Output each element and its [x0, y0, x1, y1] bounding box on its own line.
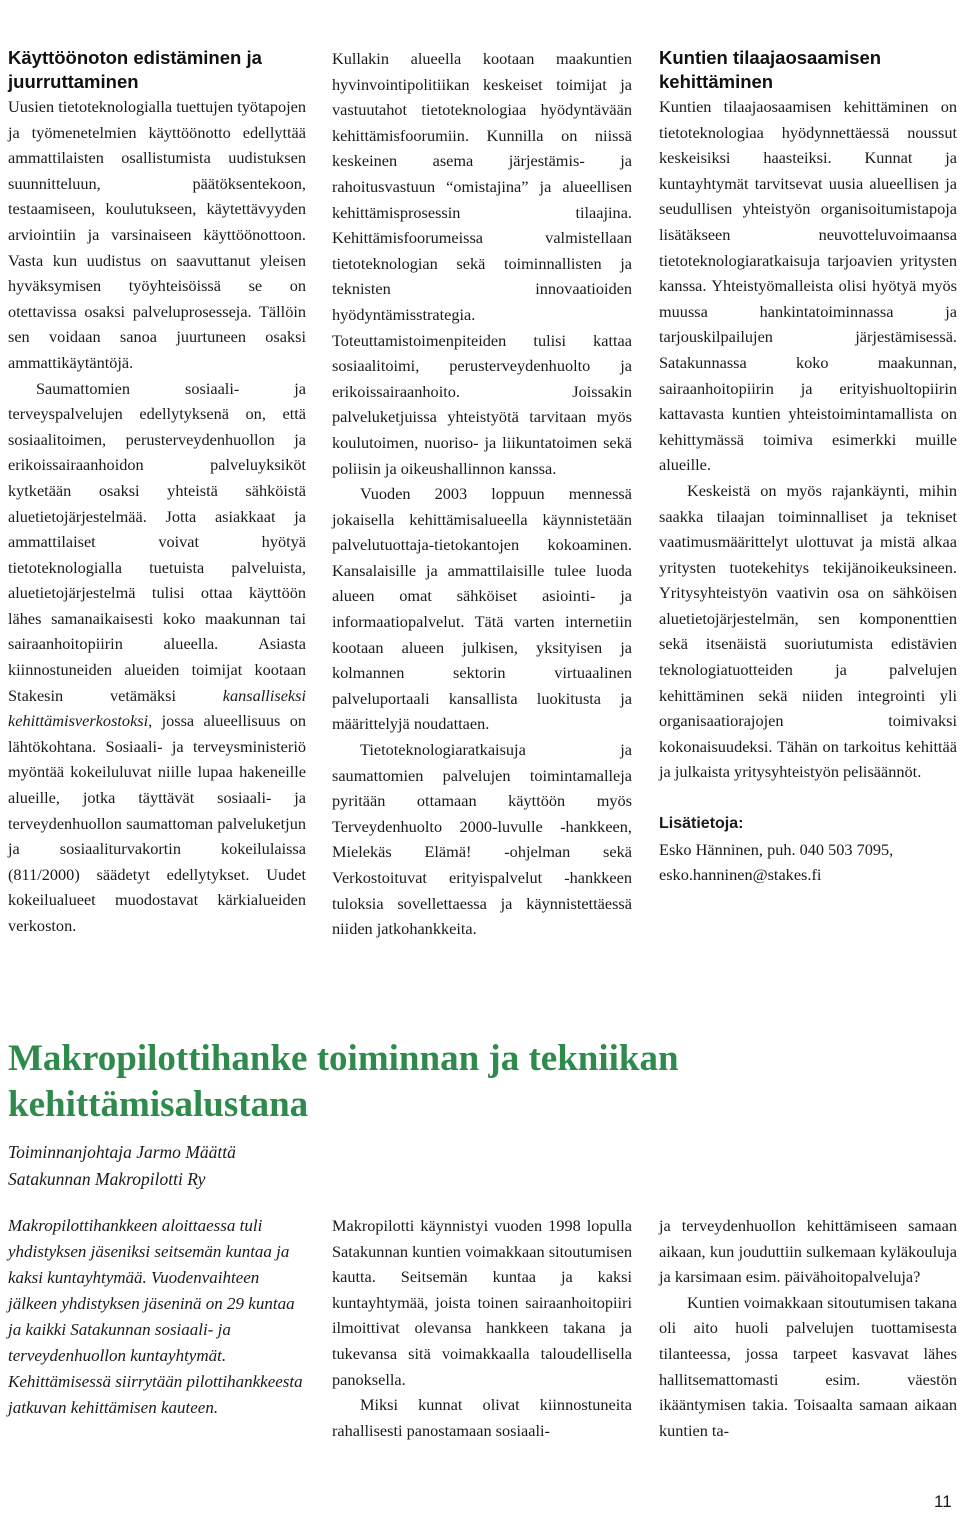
article-column-2	[332, 1213, 632, 1443]
column-3	[659, 46, 957, 888]
byline	[8, 1139, 508, 1193]
byline-author: Toiminnanjohtaja Jarmo Määttä	[8, 1142, 236, 1162]
paragraph: Uusien tietoteknologialla tuettujen työtapojen ja työmenetelmien käyttöönotto edellyttää ammattilaisten osallistumista uudistuksen suunnitteluun, päätöksentekoon, testaamiseen, koulutukseen, käytettävyyden arviointiin ja varsinaiseen käyttöönottoon. Vasta kun uudistus on saavuttanut yleisen hyväksymisen työyhteisöissä se on otettavissa osaksi palveluprosesseja. Tällöin sen voidaan sanoa juurtuneen osaksi ammattikäytäntöjä.	[8, 97, 306, 372]
paragraph: Miksi kunnat olivat kiinnostuneita rahallisesti panostamaan sosiaali-	[332, 1395, 632, 1440]
lead-column	[8, 1213, 304, 1421]
article-title: Makropilottihanke toiminnan ja tekniikan kehittämisalustana	[8, 1038, 679, 1125]
emphasis: kansalliseksi kehittämisverkostoksi,	[8, 685, 306, 731]
text: jossa alueellisuus on lähtökohtana. Sosiaali- ja terveysministeriö myöntää kokeiluluvat niille lupaa hakeneille alueille, jotka täyttävät sosiaali- ja terveydenhuollon saumattoman palveluketjun ja sosiaaliturvakortin kokeilulaissa (811/2000) säädetyt edellytykset. Uudet kokeilualueet muodostavat kärkialueiden verkoston.	[8, 711, 306, 935]
article-column-3	[659, 1213, 957, 1443]
column-2	[332, 46, 632, 942]
section-heading-procurement: Kuntien tilaajaosaamisen kehittäminen	[659, 47, 882, 92]
paragraph: ja terveydenhuollon kehittämiseen samaan aikaan, kun jouduttiin sulkemaan kyläkouluja ja karsimaan esim. päivähoitopalveluja?	[659, 1216, 957, 1287]
paragraph: Makropilotti käynnistyi vuoden 1998 lopulla Satakunnan kuntien voimakkaan sitoutumisen kautta. Seitsemän kuntaa ja kaksi kuntayhtymää, joista toinen sairaanhoitopiiri ilmoittivat olevansa hankkeen takana ja tukevansa sitä voimakkaalla taloudellisella panoksella.	[332, 1216, 632, 1389]
byline-organization: Satakunnan Makropilotti Ry	[8, 1169, 206, 1189]
text: Saumattomien sosiaali- ja terveyspalvelujen edellytyksenä on, että sosiaalitoimen, perusterveydenhuollon ja erikoissairaanhoidon palveluyksiköt kytketään osaksi yhteistä sähköistä aluetietojärjestelmää. Jotta asiakkaat ja ammattilaiset voivat hyötyä tietoteknologialla tuetuista palveluista, aluetietojärjestelmä tulisi ottaa käyttöön lähes samanaikaisesti koko maakunnan tai sairaanhoitopiirin alueella. Asiasta kiinnostuneiden alueiden toimijat kootaan Stakesin vetämäksi	[8, 378, 306, 705]
paragraph: Keskeistä on myös rajankäynti, mihin saakka tilaajan toiminnalliset ja tekniset vaatimusmäärittelyt ulottuvat ja mistä alkaa yritysten tuotekehitys tekijänoikeuksineen. Yritysyhteistyön vaativin osa on sähköisen aluetietojärjestelmän, sen komponenttien sekä itsenäistä suoriutumista edistävien teknologiatuotteiden ja palvelujen kehittäminen sekä niiden integrointi yli organisaatiorajojen toimivaksi kokonaisuudeksi. Tähän on tarkoitus kehittää ja julkaista yritysyhteistyön pelisäännöt.	[659, 480, 957, 782]
contact-line: esko.hanninen@stakes.fi	[659, 865, 822, 885]
paragraph: Tietoteknologiaratkaisuja ja saumattomien palvelujen toimintamalleja pyritään ottamaan käyttöön myös Terveydenhuolto 2000-luvulle -hankkeen, Mielekäs Elämä! -ohjelman sekä Verkostoituvat erityispalvelut -hankkeen tuloksia sovellettaessa ja käynnistettäessä niiden jatkohankkeita.	[332, 740, 632, 939]
column-1	[8, 46, 306, 939]
contact-line: Esko Hänninen, puh. 040 503 7095,	[659, 839, 894, 859]
paragraph: Kullakin alueella kootaan maakuntien hyvinvointipolitiikan keskeiset toimijat ja vastuutahot tietoteknologiaa hyödyntävään kehittämisfoorumiin. Kunnilla on niissä keskeinen asema järjestämis- ja rahoitusvastuun “omistajina” ja alueellisen kehittämisprosessin tilaajina. Kehittämisfoorumeissa valmistellaan tietoteknologian sekä toiminnallisten ja teknisten innovaatioiden hyödyntämisstrategia. Toteuttamistoimenpiteiden tulisi kattaa sosiaalitoimi, perusterveydenhuolto ja erikoissairaanhoito. Joissakin palveluketjuissa yhteistyötä tarvitaan myös koulutoimen, nuoriso- ja liikuntatoimen sekä poliisin ja oikeushallinnon kanssa.	[332, 49, 632, 478]
paragraph: Vuoden 2003 loppuun mennessä jokaisella kehittämisalueella käynnistetään palvelutuottaja-tietokantojen kokoaminen. Kansalaisille ja ammattilaisille tulee luoda alueen omat sähköiset asiointi- ja informaatiopalvelut. Tätä varten internetiin kootaan alueen julkisen, yksityisen ja kolmannen sektorin virtuaalinen palveluportaali kansallista luokitusta ja määrittelyjä noudattaen.	[332, 484, 632, 734]
spacer	[659, 785, 957, 811]
contact-heading: Lisätietoja:	[659, 815, 744, 833]
paragraph: Kuntien voimakkaan sitoutumisen takana oli aito huoli palvelujen tuottamisesta tilanteessa, jossa tarpeet kasvavat lähes hallitsemattomasti esim. väestön ikääntymisen takia. Toisaalta samaan aikaan kuntien ta-	[659, 1292, 957, 1440]
section-heading-implementation: Käyttöönoton edistäminen ja juurruttaminen	[8, 47, 262, 92]
lead-paragraph: Makropilottihankkeen aloittaessa tuli yhdistyksen jäseniksi seitsemän kuntaa ja kaksi kuntayhtymää. Vuodenvaihteen jälkeen yhdistyksen jäseninä on 29 kuntaa ja kaikki Satakunnan sosiaali- ja terveydenhuollon kuntayhtymät. Kehittämisessä siirrytään pilottihankkeesta jatkuvan kehittämisen kauteen.	[8, 1216, 303, 1417]
page-number: 11	[934, 1492, 952, 1511]
paragraph: Kuntien tilaajaosaamisen kehittäminen on tietoteknologiaa hyödynnettäessä noussut keskeisiksi haasteiksi. Kunnat ja kuntayhtymät tarvitsevat uusia alueellisen ja seudullisen yhteistyön organisoitumistapoja lisätäkseen neuvotteluvoimaansa tietoteknologiaratkaisuja tarjoavien yritysten kanssa. Yhteistyömalleista olisi hyötyä myös muussa hankintatoiminnassa ja tarjouskilpailujen järjestämisessä. Satakunnassa koko maakunnan, sairaanhoitopiirin ja erityishuoltopiirin kattavasta kuntien yhteistoimintamallista on kehittymässä toimiva esimerkki muille alueille.	[659, 97, 957, 475]
paragraph	[8, 376, 306, 939]
